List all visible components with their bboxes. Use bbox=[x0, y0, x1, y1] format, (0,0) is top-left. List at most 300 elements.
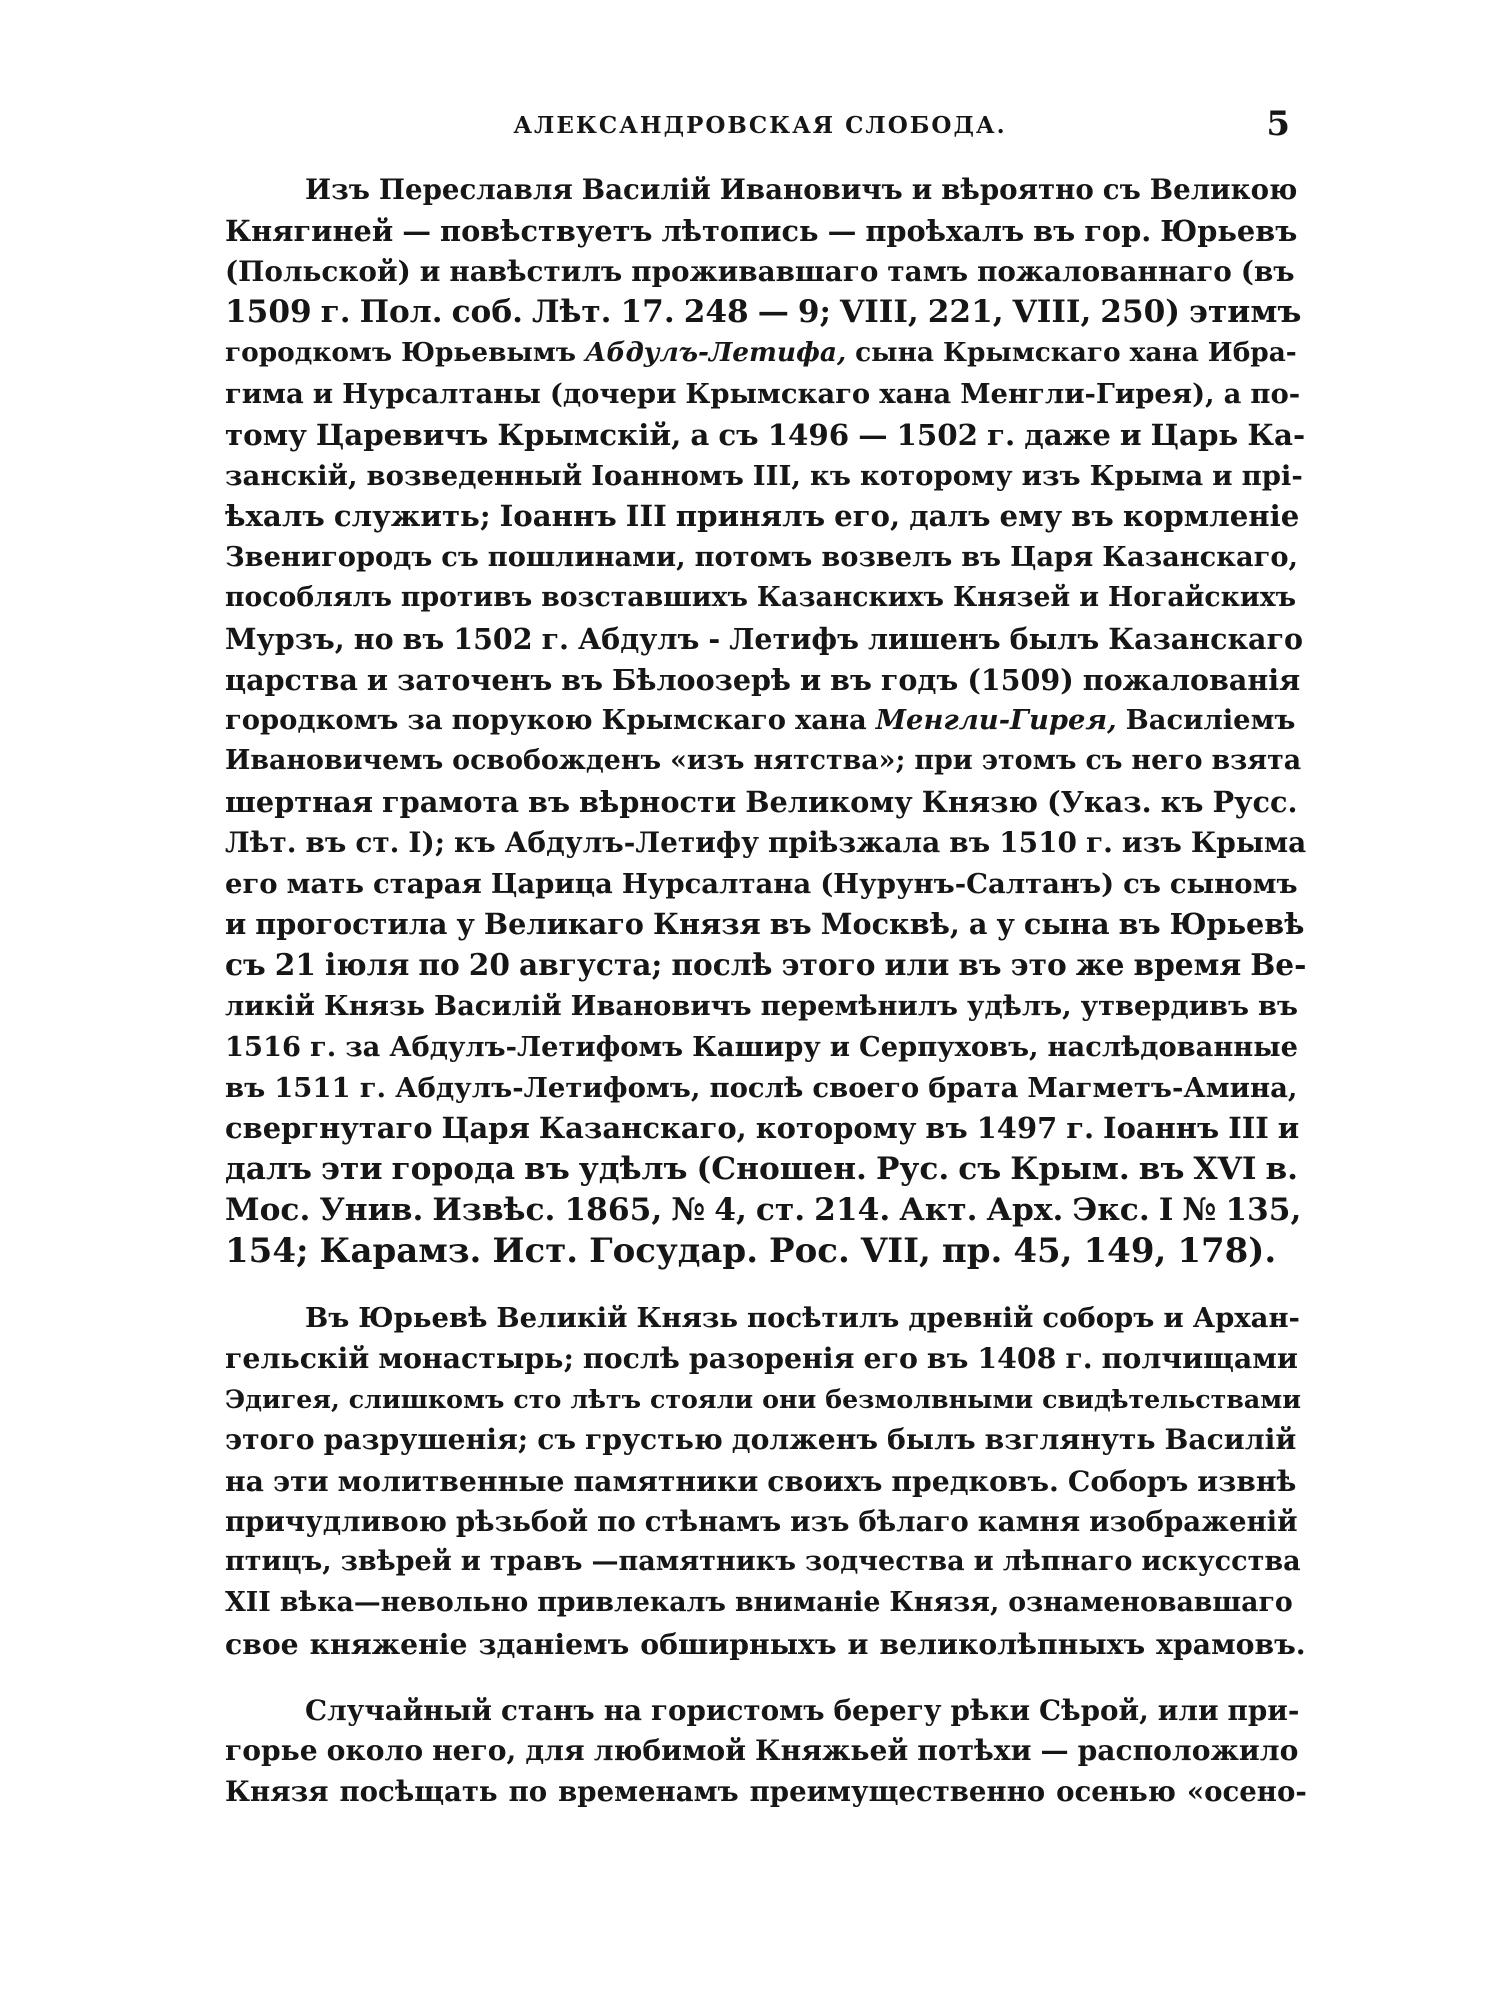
word: нятства»; bbox=[753, 745, 906, 777]
word: Великому bbox=[745, 784, 913, 819]
word: и bbox=[800, 662, 822, 697]
word: утвердивъ bbox=[1080, 989, 1249, 1022]
word: и bbox=[1079, 581, 1100, 613]
word: возведенный bbox=[366, 459, 583, 492]
word: и bbox=[366, 662, 389, 697]
word: княженіе bbox=[309, 1626, 468, 1661]
word: освобожденъ bbox=[452, 745, 662, 777]
text-line bbox=[225, 1231, 1280, 1272]
word: въ bbox=[524, 1151, 570, 1188]
word: Въ bbox=[305, 1301, 350, 1334]
word: памятники bbox=[573, 1463, 759, 1498]
word: Ивановичъ bbox=[719, 173, 903, 206]
word: удѣлъ bbox=[578, 1151, 688, 1188]
word: взглянуть bbox=[984, 1422, 1156, 1456]
text-line bbox=[225, 945, 1307, 986]
word: 1516 bbox=[225, 1030, 301, 1063]
word: свое bbox=[225, 1626, 299, 1661]
word: XII bbox=[225, 1587, 271, 1619]
word: Крымскаго bbox=[685, 377, 871, 410]
word: далъ bbox=[909, 499, 991, 534]
word: гористомъ bbox=[650, 1693, 825, 1727]
word: Случайный bbox=[305, 1693, 493, 1727]
word: г. bbox=[1066, 1111, 1095, 1146]
word: или bbox=[884, 947, 950, 983]
word: вѣрности bbox=[579, 784, 737, 819]
word: храмовъ. bbox=[1156, 1626, 1306, 1661]
word: него, bbox=[432, 1734, 517, 1768]
word: слишкомъ bbox=[348, 1384, 505, 1415]
text-line bbox=[225, 1108, 1300, 1149]
word: Царь bbox=[1150, 416, 1239, 452]
word: г. bbox=[320, 294, 351, 331]
word: повѣствуетъ bbox=[440, 213, 653, 248]
text-line bbox=[225, 1731, 1299, 1772]
word: и bbox=[460, 1546, 481, 1578]
word: Летифъ bbox=[729, 621, 859, 656]
word: сыномъ bbox=[1169, 867, 1298, 900]
word: по- bbox=[1250, 377, 1301, 410]
word: ѣхалъ bbox=[225, 499, 325, 534]
word: которому bbox=[859, 459, 1013, 492]
word: Ка- bbox=[1247, 416, 1306, 452]
word: привлекалъ bbox=[537, 1587, 726, 1619]
word: къ bbox=[1160, 784, 1204, 819]
text-line bbox=[225, 1298, 1300, 1339]
word: Юрьевѣ bbox=[358, 1301, 488, 1334]
word: — bbox=[402, 213, 431, 248]
word: Менгли-Гирея, bbox=[875, 704, 1117, 737]
text-line bbox=[225, 986, 1298, 1027]
word: Соборъ bbox=[1067, 1463, 1189, 1498]
word: наслѣдованные bbox=[1047, 1030, 1299, 1063]
word: г. bbox=[359, 1071, 387, 1104]
word: Василій bbox=[1164, 1422, 1297, 1456]
word: но bbox=[353, 621, 394, 656]
word: Абдулъ-Летифу bbox=[504, 825, 760, 859]
word: прі- bbox=[1241, 459, 1303, 492]
running-head: АЛЕКСАНДРОВСКАЯ СЛОБОДА. bbox=[513, 112, 1007, 139]
word: извнѣ bbox=[1197, 1463, 1297, 1498]
word: Казанскихъ bbox=[756, 581, 944, 613]
word: удѣлъ, bbox=[966, 989, 1072, 1022]
word: у bbox=[996, 907, 1015, 942]
word: по bbox=[418, 947, 460, 983]
word: 1509 bbox=[225, 294, 312, 331]
word: Абдулъ-Летифомъ bbox=[389, 1030, 684, 1063]
word: любимой bbox=[593, 1734, 747, 1768]
word: Нурсалтана bbox=[621, 867, 812, 900]
word: при bbox=[914, 745, 973, 777]
word: перемѣнилъ bbox=[760, 989, 958, 1022]
word: Абдулъ-Летифа, bbox=[584, 337, 847, 369]
text-line bbox=[225, 1068, 1298, 1109]
word: въ bbox=[958, 947, 1002, 983]
word: Великаго bbox=[483, 907, 644, 942]
paragraph bbox=[225, 170, 1307, 1272]
text-line bbox=[225, 904, 1305, 945]
word: 4, bbox=[714, 1191, 747, 1228]
word: въ bbox=[561, 662, 603, 697]
word: г. bbox=[1065, 1341, 1093, 1376]
word: 1497 bbox=[976, 1111, 1058, 1146]
word: этого bbox=[781, 947, 876, 983]
word: свидѣтельствами bbox=[1042, 1384, 1301, 1415]
word: противъ bbox=[400, 581, 533, 613]
word: г. bbox=[987, 416, 1016, 452]
word: ст. bbox=[355, 825, 400, 859]
word: Князя, bbox=[889, 1587, 1000, 1619]
word: Крыма bbox=[1190, 825, 1307, 859]
text-line bbox=[225, 1583, 1293, 1624]
word: это bbox=[1010, 947, 1067, 983]
word: ст. bbox=[755, 1191, 806, 1228]
text-line bbox=[225, 252, 1295, 293]
word: этимъ bbox=[1189, 294, 1302, 331]
word: (Нурунъ-Салтанъ) bbox=[820, 867, 1115, 900]
word: 250) bbox=[1100, 294, 1181, 331]
word: зодчества bbox=[804, 1546, 965, 1578]
word: возставшихъ bbox=[541, 581, 748, 613]
word: потомъ bbox=[694, 541, 813, 574]
word: Ист. bbox=[492, 1230, 579, 1271]
word: лишенъ bbox=[867, 621, 1001, 656]
word: гор. bbox=[1084, 213, 1152, 248]
word: а bbox=[690, 416, 710, 452]
word: в. bbox=[1265, 1151, 1299, 1188]
page-number: 5 bbox=[1266, 104, 1290, 144]
word: и bbox=[419, 254, 441, 288]
word: хана bbox=[1129, 337, 1199, 369]
word: Изъ bbox=[305, 173, 370, 206]
word: эти bbox=[321, 1151, 383, 1188]
word: 1511 bbox=[274, 1071, 351, 1104]
word: Крым. bbox=[1010, 1151, 1130, 1188]
word: III bbox=[625, 499, 667, 534]
word: мать bbox=[286, 867, 364, 900]
word: 214. bbox=[814, 1191, 891, 1228]
word: и bbox=[312, 377, 334, 410]
word: августа; bbox=[518, 947, 663, 983]
word: брата bbox=[928, 1071, 1019, 1104]
word: Василій bbox=[433, 989, 562, 1022]
word: изъ bbox=[1021, 459, 1081, 492]
word: Василій bbox=[581, 173, 711, 206]
word: 1496 bbox=[767, 416, 850, 452]
word: (дочери bbox=[549, 377, 677, 410]
word: Царица bbox=[490, 867, 613, 900]
word: № bbox=[1182, 1191, 1217, 1228]
word: 154; bbox=[225, 1230, 309, 1271]
word: Князю bbox=[921, 784, 1038, 819]
word: Менгли-Гирея), bbox=[960, 377, 1215, 410]
word: іюля bbox=[324, 947, 410, 983]
word: 135, bbox=[1225, 1191, 1302, 1228]
word: г. bbox=[1085, 825, 1113, 859]
word: пособлялъ bbox=[225, 581, 392, 613]
word: этомъ bbox=[981, 745, 1077, 777]
word: 1502 bbox=[453, 621, 533, 656]
word: съ bbox=[958, 1151, 1002, 1188]
word: вниманіе bbox=[734, 1587, 881, 1619]
word: искусства bbox=[1141, 1546, 1301, 1578]
word: при- bbox=[1227, 1693, 1300, 1727]
word: Князя bbox=[652, 907, 761, 942]
word: Каширу bbox=[692, 1030, 821, 1063]
word: III, bbox=[752, 459, 801, 492]
text-line bbox=[225, 333, 1297, 374]
text-line bbox=[225, 1420, 1297, 1461]
word: сына bbox=[855, 337, 934, 369]
word: въ bbox=[961, 541, 1002, 574]
word: въ bbox=[305, 825, 347, 859]
word: даже bbox=[1024, 416, 1111, 452]
word: за bbox=[345, 1030, 381, 1063]
word: Ивановичемъ bbox=[225, 745, 444, 777]
word: тамъ bbox=[887, 254, 969, 288]
word: городкомъ bbox=[225, 337, 393, 369]
word: Мурзъ, bbox=[225, 621, 345, 656]
word: навѣстилъ bbox=[449, 254, 623, 288]
word: въ bbox=[1118, 907, 1161, 942]
text-line bbox=[225, 619, 1303, 660]
text-line bbox=[225, 1379, 1301, 1420]
word: Князей bbox=[952, 581, 1071, 613]
word: звѣрей bbox=[340, 1546, 452, 1578]
word: его bbox=[863, 1341, 918, 1376]
word: проживавшаго bbox=[631, 254, 879, 288]
word: изъ bbox=[1121, 825, 1182, 859]
word: въ bbox=[1071, 499, 1114, 534]
word: Великою bbox=[1149, 173, 1298, 206]
word: Царевичъ bbox=[315, 416, 489, 452]
word: 17. bbox=[620, 294, 675, 331]
word: въ bbox=[926, 1341, 969, 1376]
text-line bbox=[225, 1691, 1300, 1732]
word: Абдулъ bbox=[577, 621, 700, 656]
word: возвелъ bbox=[821, 541, 953, 574]
text-line bbox=[225, 496, 1300, 537]
paragraph bbox=[225, 1298, 1306, 1665]
word: съ bbox=[1123, 867, 1161, 900]
word: Іоаннъ bbox=[1103, 1111, 1220, 1146]
word: 45, bbox=[1013, 1230, 1073, 1271]
word: съ bbox=[441, 541, 479, 574]
word: кормленіе bbox=[1122, 499, 1300, 534]
word: съ bbox=[537, 1422, 576, 1456]
text-line bbox=[225, 1542, 1301, 1583]
word: соборъ bbox=[1042, 1301, 1155, 1334]
word: Мос. bbox=[225, 1191, 311, 1228]
word: Великій bbox=[496, 1301, 628, 1334]
word: Казанскаго, bbox=[1102, 541, 1298, 574]
word: — bbox=[1040, 1734, 1069, 1768]
word: зданіемъ bbox=[478, 1626, 630, 1661]
word: пожалованнаго bbox=[977, 254, 1232, 288]
word: Серпуховъ, bbox=[859, 1030, 1039, 1063]
word: Пол. bbox=[359, 294, 443, 331]
word: г. bbox=[541, 621, 569, 656]
word: — bbox=[757, 294, 789, 331]
word: къ bbox=[809, 459, 851, 492]
word: долженъ bbox=[731, 1422, 878, 1456]
word: станъ bbox=[501, 1693, 595, 1727]
word: ознаменовавшаго bbox=[1008, 1587, 1293, 1619]
word: VII, bbox=[860, 1230, 931, 1271]
word: молитвенные bbox=[337, 1463, 565, 1498]
word: этого bbox=[225, 1422, 315, 1456]
word: съ bbox=[1085, 745, 1123, 777]
word: и bbox=[829, 1030, 851, 1063]
word: горье bbox=[225, 1734, 318, 1768]
word: - bbox=[708, 621, 721, 656]
word: травъ bbox=[489, 1546, 583, 1578]
word: — bbox=[858, 416, 888, 452]
word: Ве- bbox=[1250, 947, 1307, 983]
text-line bbox=[225, 1190, 1302, 1231]
word: VIII, bbox=[840, 294, 919, 331]
word: стѣнамъ bbox=[644, 1504, 782, 1538]
word: съ bbox=[1102, 173, 1141, 206]
word: 221, bbox=[927, 294, 1004, 331]
word: прогостила bbox=[255, 907, 448, 942]
word: Крымскій, bbox=[497, 416, 682, 452]
word: —памятникъ bbox=[591, 1546, 796, 1578]
word: Крымскаго bbox=[601, 704, 786, 737]
word: Государ. bbox=[589, 1230, 759, 1271]
word: Сѣрой, bbox=[1039, 1693, 1149, 1727]
word: хана bbox=[794, 704, 867, 737]
word: Юрьевъ bbox=[1160, 213, 1298, 248]
word: Княгиней bbox=[225, 213, 394, 248]
word: I bbox=[1158, 1191, 1174, 1228]
word: былъ bbox=[886, 1422, 976, 1456]
text-line bbox=[225, 1461, 1297, 1502]
word: царства bbox=[225, 662, 358, 697]
word: Лѣт. bbox=[225, 825, 297, 859]
word: 248 bbox=[683, 294, 749, 331]
word: «осено- bbox=[1186, 1776, 1307, 1809]
word: для bbox=[525, 1734, 585, 1768]
word: они bbox=[762, 1384, 817, 1415]
word: съ bbox=[225, 947, 266, 983]
word: у bbox=[456, 907, 475, 942]
word: 9; bbox=[797, 294, 832, 331]
word: Акт. bbox=[899, 1191, 978, 1228]
word: 1408 bbox=[977, 1341, 1057, 1376]
word: въ bbox=[225, 1071, 266, 1104]
word: Архан- bbox=[1192, 1301, 1300, 1334]
word: птицъ, bbox=[225, 1546, 332, 1578]
word: Унив. bbox=[319, 1191, 424, 1228]
word: и bbox=[847, 1626, 869, 1661]
word: Князя bbox=[225, 1776, 329, 1809]
word: хана bbox=[879, 377, 952, 410]
word: и bbox=[225, 907, 247, 942]
word: въ bbox=[402, 621, 445, 656]
word: I); bbox=[408, 825, 446, 859]
word: вѣка—невольно bbox=[279, 1587, 529, 1619]
word: служить; bbox=[333, 499, 491, 534]
word: Іоанномъ bbox=[591, 459, 744, 492]
word: на bbox=[225, 1463, 264, 1498]
word: берегу bbox=[833, 1693, 942, 1727]
text-line bbox=[225, 1027, 1299, 1068]
word: разрушенія; bbox=[323, 1422, 529, 1456]
word: Русс. bbox=[1212, 784, 1298, 819]
word: къ bbox=[454, 825, 496, 859]
word: лѣпнаго bbox=[1002, 1546, 1133, 1578]
word: Крыма bbox=[1089, 459, 1204, 492]
word: города bbox=[391, 1151, 516, 1188]
word: пр. bbox=[941, 1230, 1003, 1271]
word: вѣроятно bbox=[941, 173, 1094, 206]
word: въ bbox=[1033, 213, 1076, 248]
word: 21 bbox=[274, 947, 316, 983]
word: Эдигея, bbox=[225, 1384, 340, 1415]
word: Казанскаго, bbox=[538, 1111, 747, 1146]
word: соб. bbox=[451, 294, 523, 331]
word: (1509) bbox=[967, 662, 1074, 697]
word: потѣхи bbox=[917, 1734, 1032, 1768]
word: послѣ bbox=[671, 947, 773, 983]
word: а bbox=[968, 907, 988, 942]
word: принялъ bbox=[675, 499, 826, 534]
word: Рос. bbox=[769, 1230, 850, 1271]
word: обширныхъ bbox=[640, 1626, 837, 1661]
text-line bbox=[225, 1149, 1299, 1190]
text-line bbox=[225, 292, 1302, 333]
text-line bbox=[225, 211, 1298, 252]
word: лѣтопись bbox=[661, 213, 819, 248]
word: заточенъ bbox=[397, 662, 553, 697]
word: Ибра- bbox=[1207, 337, 1297, 369]
word: въ bbox=[769, 907, 812, 942]
word: по bbox=[508, 1776, 548, 1809]
word: Нурсалтаны bbox=[342, 377, 541, 410]
word: изъ bbox=[790, 1504, 850, 1538]
word: 178). bbox=[1177, 1230, 1277, 1271]
word: 1865, bbox=[564, 1191, 663, 1228]
text-line bbox=[225, 1502, 1298, 1543]
word: а bbox=[1223, 377, 1242, 410]
text-line bbox=[225, 741, 1302, 782]
word: Извѣс. bbox=[432, 1191, 556, 1228]
word: и bbox=[1163, 1301, 1184, 1334]
word: пріѣзжала bbox=[768, 825, 941, 859]
word: Бѣлоозерѣ bbox=[612, 662, 791, 697]
word: грустью bbox=[585, 1422, 723, 1456]
word: грамота bbox=[382, 784, 519, 819]
word: 1510 bbox=[999, 825, 1077, 859]
text-line bbox=[225, 782, 1298, 823]
word: его bbox=[225, 867, 278, 900]
word: расположило bbox=[1077, 1734, 1299, 1768]
word: съ bbox=[718, 416, 759, 452]
word: своего bbox=[812, 1071, 920, 1104]
word: великолѣпныхъ bbox=[879, 1626, 1146, 1661]
word: Переславля bbox=[378, 173, 573, 206]
word: старая bbox=[372, 867, 482, 900]
word: Юрьевымъ bbox=[401, 337, 576, 369]
word: послѣ bbox=[582, 1341, 680, 1376]
word: послѣ bbox=[709, 1071, 804, 1104]
word: за bbox=[407, 704, 443, 737]
word: камня bbox=[977, 1504, 1081, 1538]
word: Москвѣ, bbox=[820, 907, 960, 942]
word: VIII, bbox=[1012, 294, 1092, 331]
word: въ bbox=[830, 662, 872, 697]
